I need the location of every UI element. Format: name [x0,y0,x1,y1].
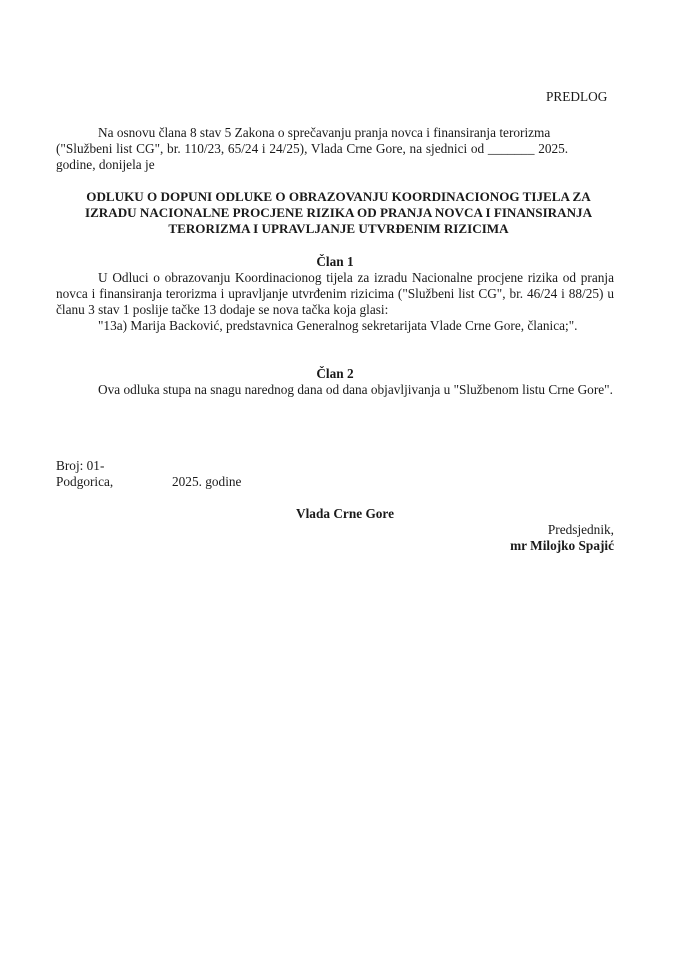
decision-title-line-3: TERORIZMA I UPRAVLJANJE UTVRĐENIM RIZICIMA [168,221,509,236]
article-2-heading: Član 2 [316,366,354,381]
article-1-text: U Odluci o obrazovanju Koordinacionog tijela za izradu Nacionalne procjene rizika od pranja novca i finansiranja terorizma i upravljanje utvrđenim rizicima ("Službeni list CG", br. 46/24 i 88/25) u članu 3 stav 1 poslije tačke 13 dodaje se nova tačka koja glasi: [56,270,614,317]
preamble-line-2: ("Službeni list CG", br. 110/23, 65/24 i 24/25), Vlada Crne Gore, na sjednici od _______ 2025. [56,141,569,156]
proposal-label: PREDLOG [546,89,608,104]
authority: Vlada Crne Gore [296,506,394,521]
place: Podgorica, [56,474,114,489]
preamble-line-3: godine, donijela je [56,157,155,172]
signatory-name: mr Milojko Spajić [510,538,614,553]
signatory-title: Predsjednik, [547,522,614,537]
date: 2025. godine [172,474,242,489]
document-number: Broj: 01- [56,458,105,473]
decision-title-line-1: ODLUKU O DOPUNI ODLUKE O OBRAZOVANJU KOORDINACIONOG TIJELA ZA [86,189,591,204]
article-1-quote: "13a) Marija Backović, predstavnica Generalnog sekretarijata Vlade Crne Gore, članica;". [98,318,578,333]
article-1-heading: Član 1 [316,254,354,269]
article-2-text: Ova odluka stupa na snagu narednog dana od dana objavljivanja u "Službenom listu Crne Gore". [98,382,613,397]
preamble-line-1: Na osnovu člana 8 stav 5 Zakona o sprečavanju pranja novca i finansiranja terorizma [98,125,551,140]
decision-title-line-2: IZRADU NACIONALNE PROCJENE RIZIKA OD PRANJA NOVCA I FINANSIRANJA [84,205,593,220]
